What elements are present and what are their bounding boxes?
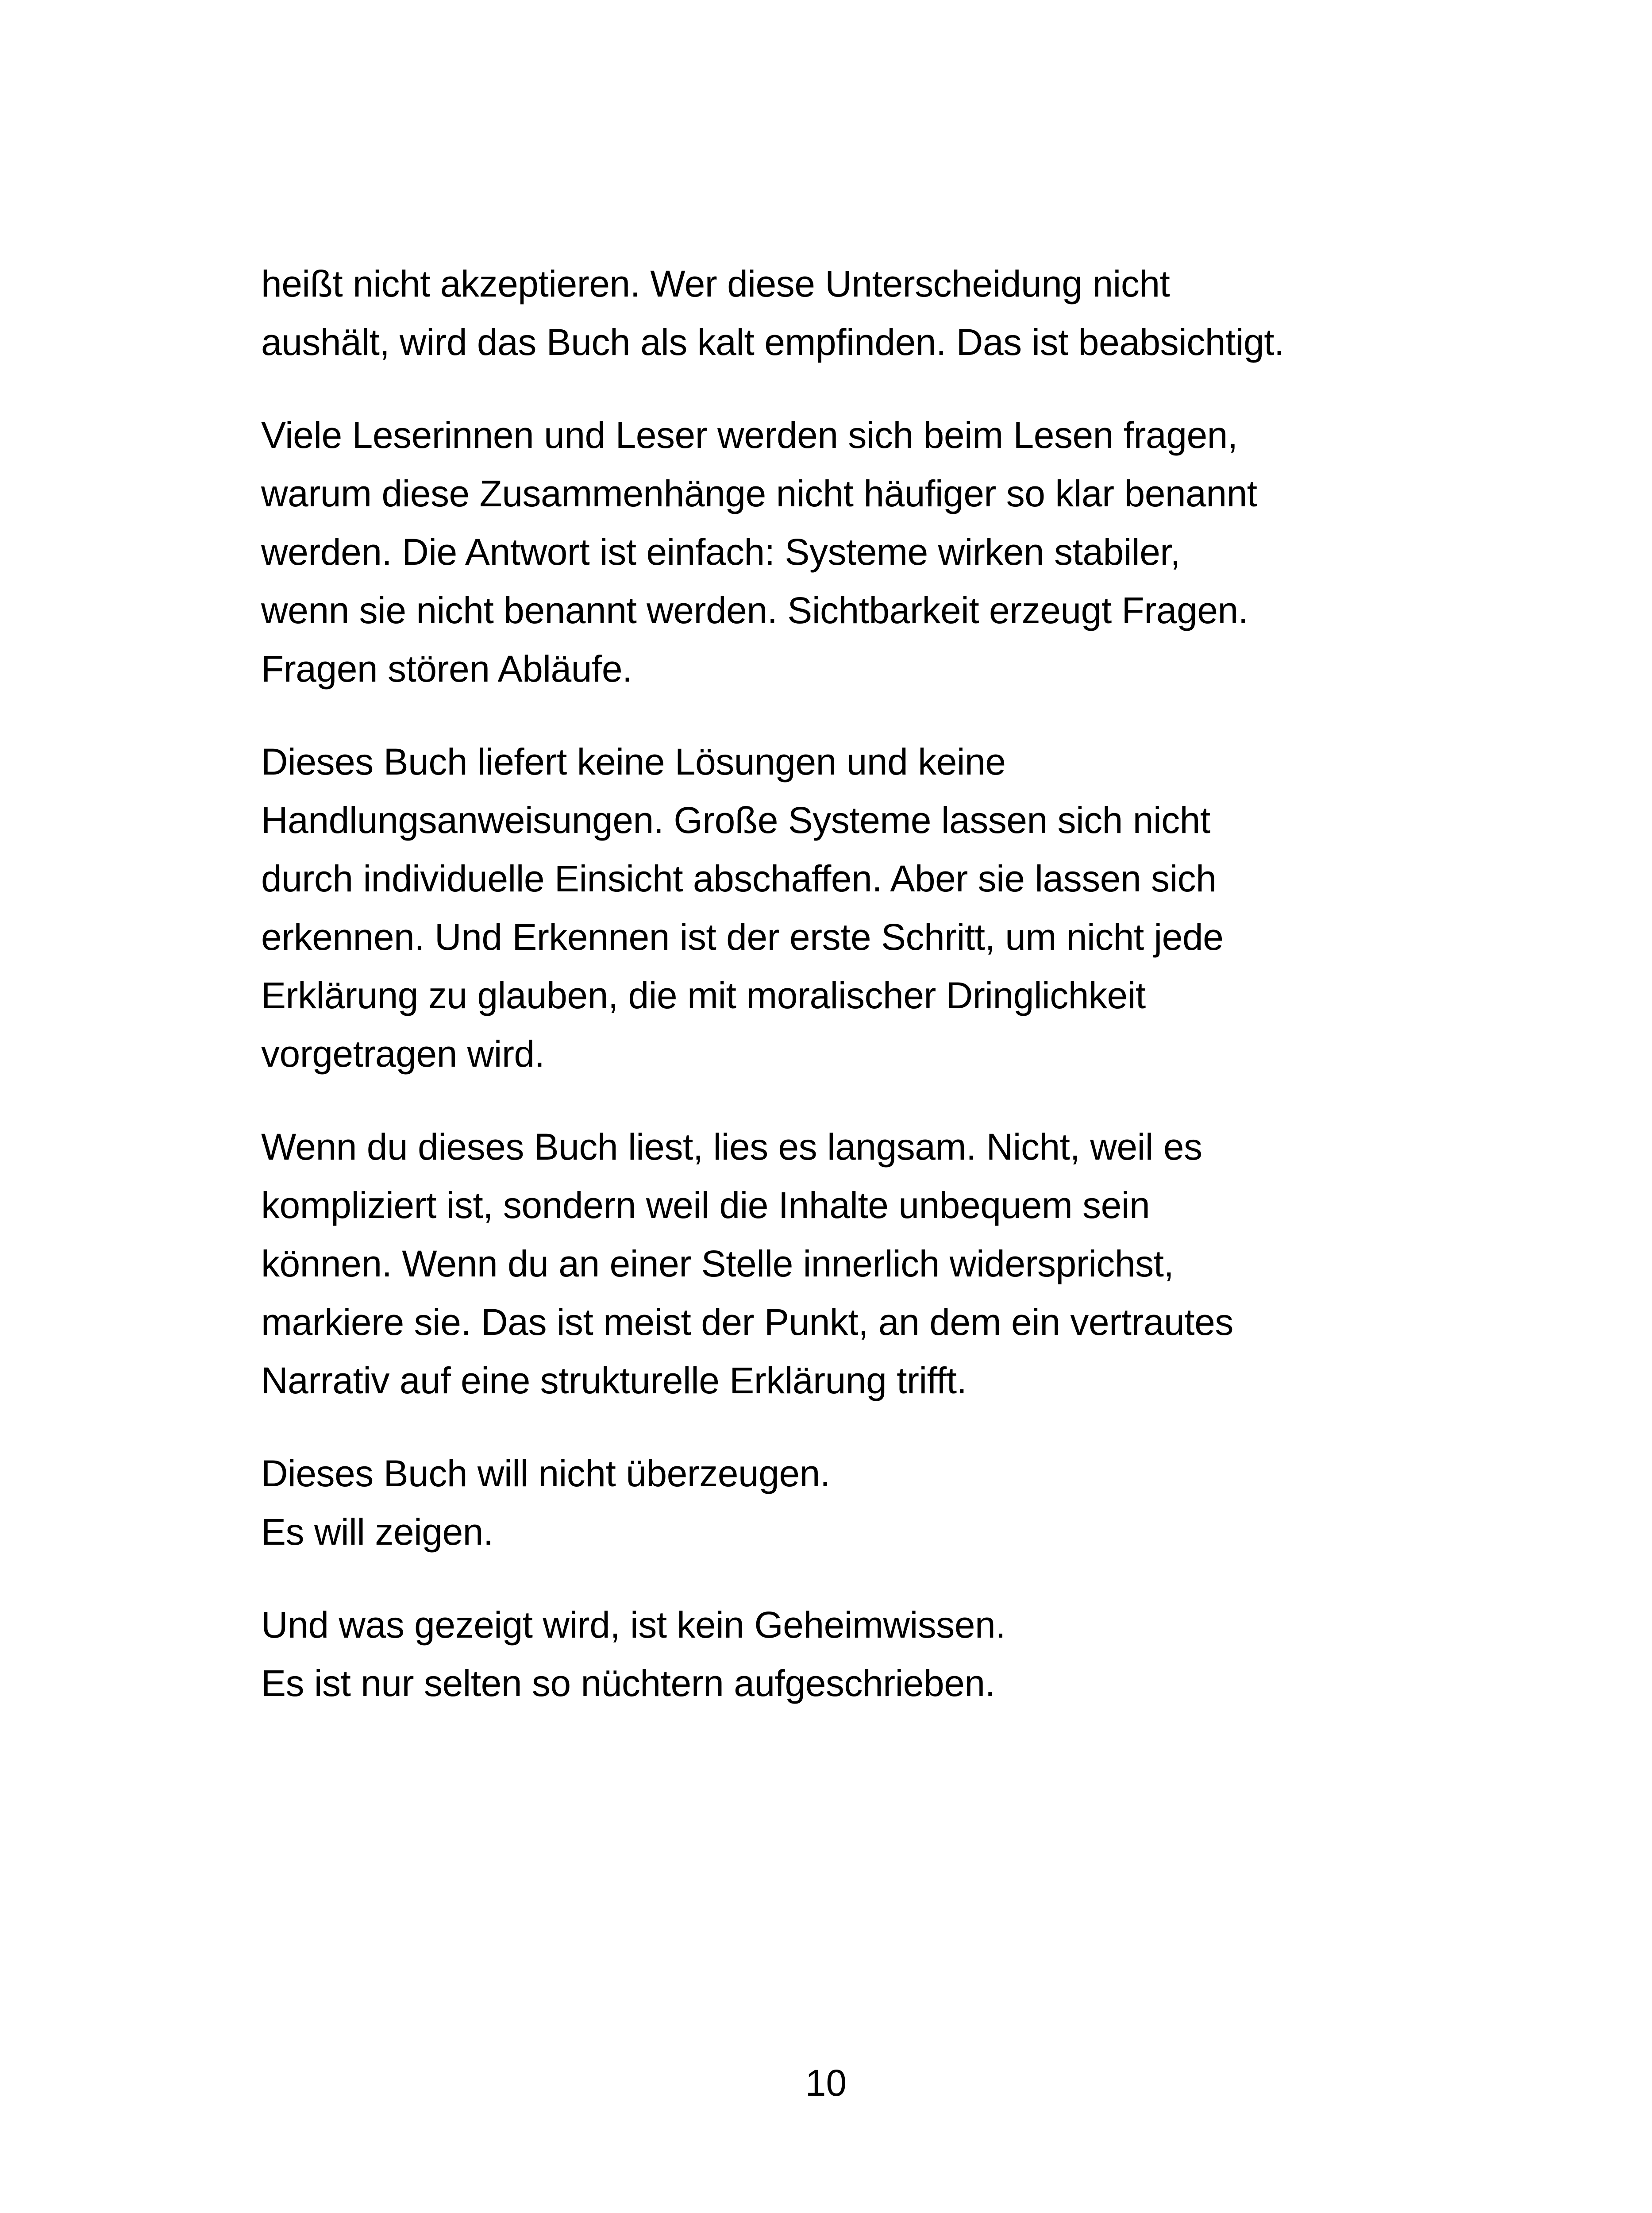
page-number: 10 xyxy=(805,2062,847,2104)
text-line: Dieses Buch will nicht überzeugen. xyxy=(261,1453,830,1494)
text-line: markiere sie. Das ist meist der Punkt, an dem ein vertrautes xyxy=(261,1301,1233,1343)
text-line: warum diese Zusammenhänge nicht häufiger so klar benannt xyxy=(261,473,1257,514)
text-line: erkennen. Und Erkennen ist der erste Schritt, um nicht jede xyxy=(261,916,1224,958)
body-text xyxy=(261,254,1412,1747)
text-line: Es ist nur selten so nüchtern aufgeschrieben. xyxy=(261,1662,995,1704)
paragraph-4 xyxy=(261,1118,1412,1410)
text-line: Fragen stören Abläufe. xyxy=(261,648,632,690)
text-line: aushält, wird das Buch als kalt empfinden. Das ist beabsichtigt. xyxy=(261,321,1284,363)
text-line: vorgetragen wird. xyxy=(261,1033,545,1075)
text-line: Es will zeigen. xyxy=(261,1511,493,1553)
text-line: Wenn du dieses Buch liest, lies es langsam. Nicht, weil es xyxy=(261,1126,1202,1168)
text-line: durch individuelle Einsicht abschaffen. Aber sie lassen sich xyxy=(261,858,1217,899)
text-line: wenn sie nicht benannt werden. Sichtbarkeit erzeugt Fragen. xyxy=(261,590,1248,631)
text-line: Erklärung zu glauben, die mit moralischer Dringlichkeit xyxy=(261,975,1146,1016)
text-line: Viele Leserinnen und Leser werden sich beim Lesen fragen, xyxy=(261,414,1238,456)
text-line: Und was gezeigt wird, ist kein Geheimwissen. xyxy=(261,1604,1006,1646)
text-line: Narrativ auf eine strukturelle Erklärung trifft. xyxy=(261,1360,967,1401)
text-line: Handlungsanweisungen. Große Systeme lassen sich nicht xyxy=(261,799,1210,841)
paragraph-5 xyxy=(261,1444,1412,1561)
text-line: heißt nicht akzeptieren. Wer diese Unterscheidung nicht xyxy=(261,263,1170,305)
text-line: kompliziert ist, sondern weil die Inhalte unbequem sein xyxy=(261,1184,1150,1226)
text-line: können. Wenn du an einer Stelle innerlich widersprichst, xyxy=(261,1243,1174,1284)
text-line: Dieses Buch liefert keine Lösungen und keine xyxy=(261,741,1006,783)
paragraph-3 xyxy=(261,733,1412,1083)
text-line: werden. Die Antwort ist einfach: Systeme wirken stabiler, xyxy=(261,531,1181,573)
paragraph-1 xyxy=(261,254,1412,371)
paragraph-6 xyxy=(261,1596,1412,1712)
paragraph-2 xyxy=(261,406,1412,698)
